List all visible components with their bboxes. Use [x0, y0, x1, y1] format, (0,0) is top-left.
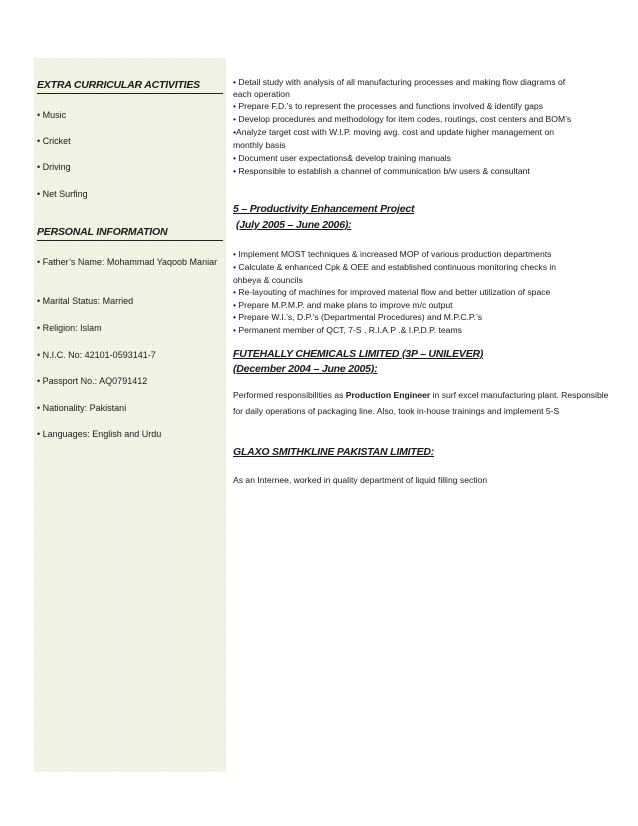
project-line: • Re-layouting of machines for improved material flow and better utilization of space	[233, 287, 551, 297]
project-title: 5 – Productivity Enhancement Project	[233, 203, 415, 215]
personal-info-heading: PERSONAL INFORMATION	[37, 226, 223, 241]
duty-line: • Prepare F.D.’s to represent the processes and functions involved & identify gaps	[233, 101, 544, 111]
project-dates: (July 2005 – June 2006):	[236, 219, 352, 231]
duty-line: • Document user expectations& develop training manuals	[233, 153, 451, 163]
job-title-production-engineer: Production Engineer	[345, 390, 431, 400]
glaxo-description: As an Internee, worked in quality department of liquid filling section	[233, 475, 488, 485]
personal-languages: • Languages: English and Urdu	[37, 429, 162, 439]
extra-item-driving: • Driving	[37, 162, 71, 172]
project-line: • Implement MOST techniques & increased MOP of various production departments	[233, 249, 552, 259]
project-line: • Prepare W.I.’s, D.P.’s (Departmental Procedures) and M.P.C.P.’s	[233, 312, 482, 322]
personal-nationality: • Nationality: Pakistani	[37, 403, 127, 413]
futehally-description: Performed responsibilities as Production Engineer in surf excel manufacturing plant. Responsible for daily operations of packaging line. Also, took in-house trainings and implement 5-S	[233, 390, 609, 416]
personal-religion: • Religion: Islam	[37, 323, 102, 333]
futehally-dates: (December 2004 – June 2005):	[233, 363, 378, 375]
extra-item-music: • Music	[37, 110, 67, 120]
extra-item-net-surfing: • Net Surfing	[37, 189, 88, 199]
project-line: • Calculate & enhanced Cpk & OEE and established continuous monitoring checks in	[233, 262, 557, 272]
duty-line: • Detail study with analysis of all manufacturing processes and making flow diagrams of	[233, 77, 566, 87]
extra-item-cricket: • Cricket	[37, 136, 71, 146]
project-line: ohbeya & councils	[233, 275, 303, 285]
personal-nic: • N.I.C. No: 42101-0593141-7	[37, 350, 156, 360]
duty-line: •Analyze target cost with W.I.P. moving avg. cost and update higher management on	[233, 127, 555, 137]
personal-passport: • Passport No.: AQ0791412	[37, 376, 148, 386]
project-line: • Prepare M.P.M.P. and make plans to improve m/c output	[233, 300, 453, 310]
duty-line: • Develop procedures and methodology for item codes, routings, cost centers and BOM’s	[233, 114, 572, 124]
duty-line: each operation	[233, 89, 290, 99]
personal-marital-status: • Marital Status: Married	[37, 296, 134, 306]
personal-fathers-name: • Father’s Name: Mohammad Yaqoob Maniar	[37, 257, 218, 267]
futehally-title: FUTEHALLY CHEMICALS LIMITED (3P – UNILEVER)	[233, 348, 484, 360]
extra-curricular-heading: EXTRA CURRICULAR ACTIVITIES	[37, 79, 223, 94]
project-line: • Permanent member of QCT, 7-S , R.I.A.P .& I.P.D.P. teams	[233, 325, 462, 335]
sidebar-panel	[34, 58, 226, 772]
glaxo-title: GLAXO SMITHKLINE PAKISTAN LIMITED:	[233, 446, 435, 458]
duty-line: • Responsible to establish a channel of communication b/w users & consultant	[233, 166, 530, 176]
duty-line: monthly basis	[233, 140, 286, 150]
